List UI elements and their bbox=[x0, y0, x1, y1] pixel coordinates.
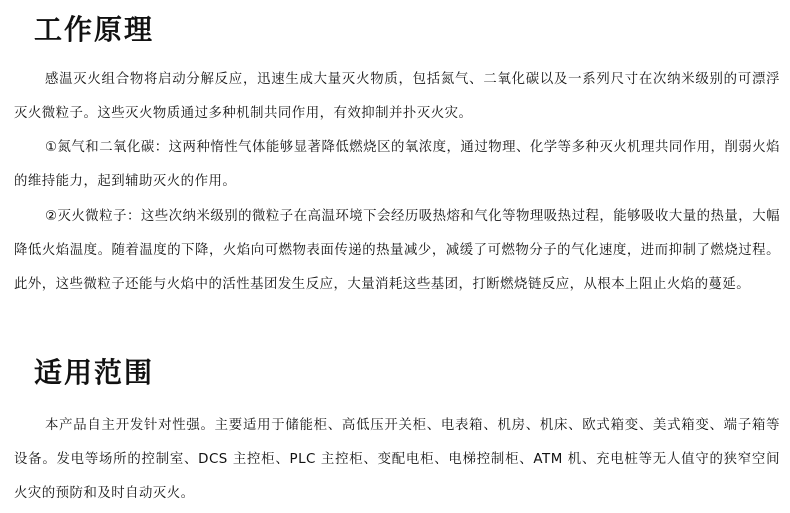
paragraph-nitrogen-co2: ①氮气和二氧化碳：这两种惰性气体能够显著降低燃烧区的氧浓度，通过物理、化学等多种灭火机理共同作用，削弱火焰的维持能力，起到辅助灭火的作用。 bbox=[14, 140, 780, 190]
paragraph-overview: 感温灭火组合物将启动分解反应，迅速生成大量灭火物质，包括氮气、二氧化碳以及一系列尺寸在次纳米级别的可漂浮灭火微粒子。这些灭火物质通过多种机制共同作用，有效抑制并扑灭火灾。 bbox=[14, 72, 780, 122]
section-title-application-scope: 适用范围 bbox=[34, 356, 155, 389]
paragraph-application: 本产品自主开发针对性强。主要适用于储能柜、高低压开关柜、电表箱、机房、机床、欧式箱变、美式箱变、端子箱等设备。发电等场所的控制室、DCS 主控柜、PLC 主控柜、变配电柜、电梯控制柜、ATM 机、充电桩等无人值守的狭窄空间火灾的预防和及时自动灭火。 bbox=[14, 418, 780, 502]
paragraph-micro-particles: ②灭火微粒子：这些次纳米级别的微粒子在高温环境下会经历吸热熔和气化等物理吸热过程，能够吸收大量的热量，大幅降低火焰温度。随着温度的下降，火焰向可燃物表面传递的热量减少，减缓了可燃物分子的气化速度，进而抑制了燃烧过程。此外，这些微粒子还能与火焰中的活性基团发生反应，大量消耗这些基团，打断燃烧链反应，从根本上阻止火焰的蔓延。 bbox=[14, 209, 780, 293]
section-title-working-principle: 工作原理 bbox=[34, 13, 155, 46]
